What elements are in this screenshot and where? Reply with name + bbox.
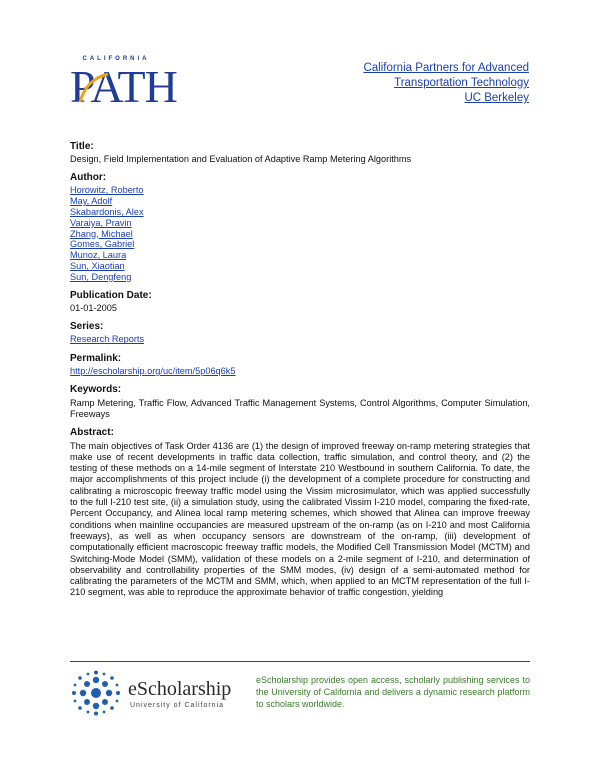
- series-link[interactable]: Research Reports: [70, 334, 145, 345]
- publication-value: 01-01-2005: [70, 302, 117, 313]
- footer-description: eScholarship provides open access, scholarly publishing services to the University of California and delivers a dynamic research platform to scholars worldwide.: [256, 675, 530, 709]
- publication-label: Publication Date:: [70, 289, 152, 301]
- author-link[interactable]: Varaiya, Pravin: [70, 217, 132, 228]
- author-link[interactable]: Zhang, Michael: [70, 228, 133, 239]
- partners-link-transportation[interactable]: Transportation Technology: [394, 77, 529, 89]
- title-section: [70, 141, 530, 166]
- author-link[interactable]: Gomes, Gabriel: [70, 239, 135, 250]
- author-link[interactable]: Sun, Xiaotian: [70, 260, 125, 271]
- keywords-value: Ramp Metering, Traffic Flow, Advanced Traffic Management Systems, Control Algorithms, Computer Simulation, Freeways: [70, 397, 530, 419]
- title-value: Design, Field Implementation and Evaluation of Adaptive Ramp Metering Algorithms: [70, 154, 412, 165]
- title-label: Title:: [70, 141, 94, 152]
- escholarship-logo: [70, 670, 250, 716]
- author-section: [70, 173, 530, 283]
- permalink-label: Permalink:: [70, 352, 122, 364]
- escholarship-wordmark: eScholarship: [128, 678, 232, 700]
- footer-divider: [70, 661, 530, 662]
- path-logo: [70, 56, 177, 112]
- author-link[interactable]: Munoz, Laura: [70, 250, 127, 261]
- author-link[interactable]: Skabardonis, Alex: [70, 206, 144, 217]
- permalink-section: [70, 353, 530, 378]
- abstract-label: Abstract:: [70, 427, 114, 439]
- permalink-link[interactable]: http://escholarship.org/uc/item/5p06q6k5: [70, 366, 236, 377]
- series-label: Series:: [70, 321, 104, 333]
- keywords-section: [70, 384, 530, 420]
- path-swoosh-icon: [74, 68, 114, 108]
- partners-link-california[interactable]: California Partners for Advanced: [363, 62, 529, 74]
- partners-link-ucberkeley[interactable]: UC Berkeley: [464, 92, 529, 104]
- escholarship-dots-icon: [70, 670, 122, 716]
- abstract-value: The main objectives of Task Order 4136 are (1) the design of improved freeway on-ramp metering strategies that make use of recent developments in traffic data collection, traffic simulation, and control theory, and (2) the testing of these methods on a 14-mile segment of Interstate 210 Westbound in southern California. To date, the major accomplishments of this project include (i) the development of a complete procedure for constructing and calibrating a microscopic freeway traffic model using the Vissim microsimulator, which was applied successfully to the full I-210 test site, (ii) a simulation study, using the calibrated Vissim I-210 model, comparing the fixed-rate, Percent Occupancy, and Alinea local ramp metering schemes, which showed that Alinea can improve freeway conditions when mainline occupancies are measured upstream of the on-ramp (as on I-210 and most California freeways), as well as when occupancy sensors are downstream of the on-ramp, (iii) development of computationally efficient macroscopic freeway traffic models, the Modified Cell Transmission Model (MCTM) and Switching-Mode Model (SMM), validation of these models on a 2-mile segment of I-210, and determination of observability and controllability properties of the SMM modes, (iv) design of a semi-automated method for calibrating the parameters of the MCTM and SMM, which, when applied to an MCTM representation of the full I-210 segment, was able to reproduce the approximate behavior of traffic congestion, yielding: [70, 440, 530, 598]
- author-link[interactable]: Sun, Dengfeng: [70, 271, 132, 282]
- publication-section: [70, 290, 530, 315]
- partners-links: [363, 61, 529, 106]
- path-logo-small-text: CALIFORNIA: [82, 56, 150, 62]
- author-link[interactable]: May, Adolf: [70, 196, 113, 207]
- escholarship-subtitle: University of California: [130, 702, 225, 709]
- abstract-section: [70, 427, 530, 598]
- author-label: Author:: [70, 171, 107, 183]
- keywords-label: Keywords:: [70, 384, 122, 396]
- metadata-content: [70, 141, 530, 606]
- series-section: [70, 321, 530, 346]
- path-logo-text: PATH: [70, 61, 177, 112]
- author-link[interactable]: Horowitz, Roberto: [70, 185, 144, 196]
